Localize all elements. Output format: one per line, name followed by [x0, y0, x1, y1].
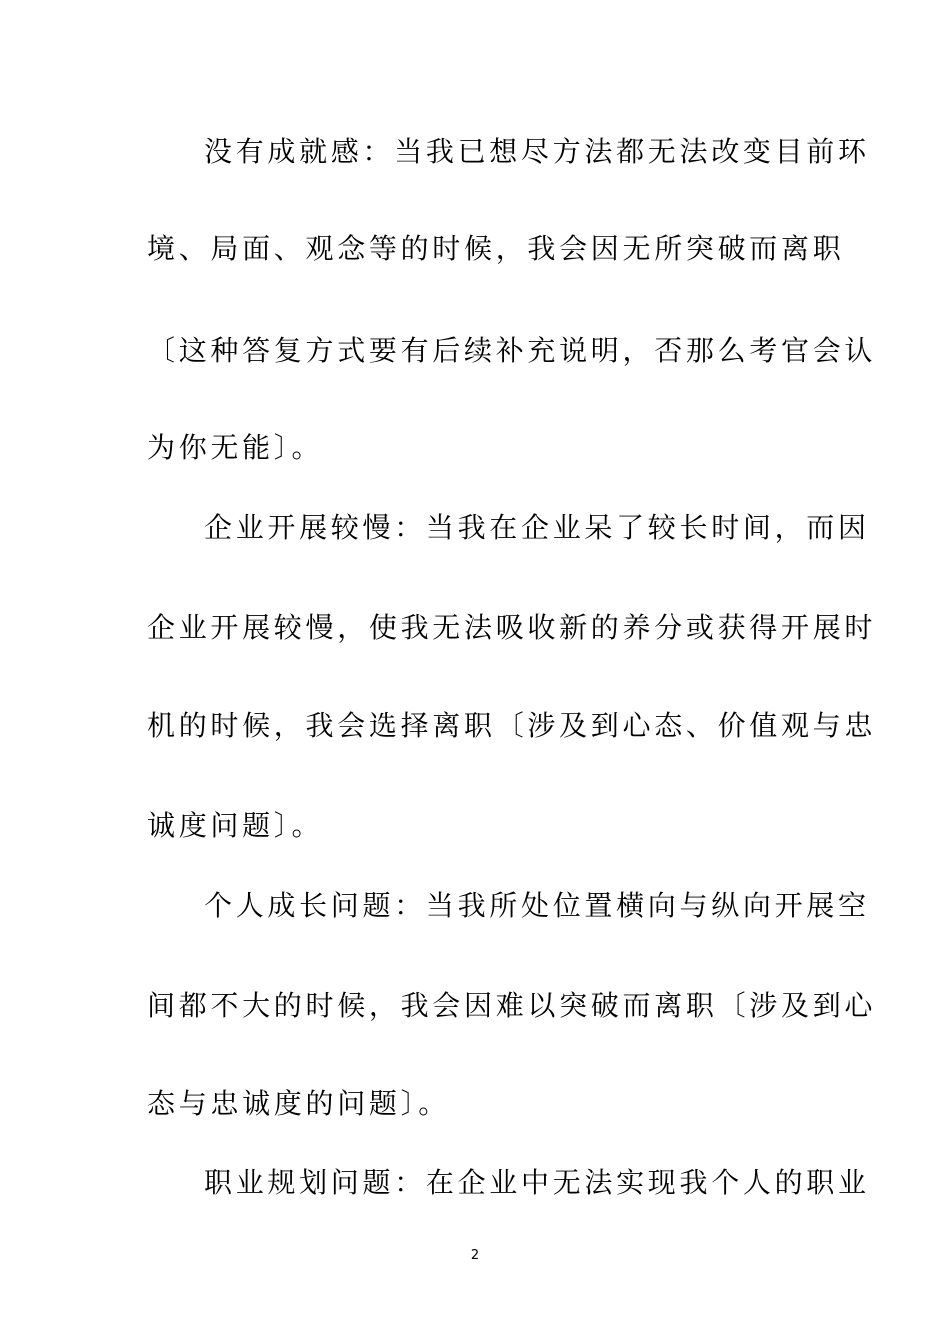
text-line: 企业开展较慢：当我在企业呆了较长时间，而因	[204, 511, 870, 544]
text-line: 没有成就感：当我已想尽方法都无法改变目前环	[204, 135, 870, 168]
text-line: 间都不大的时候，我会因难以突破而离职〔涉及到心	[147, 989, 877, 1022]
text-line: 个人成长问题：当我所处位置横向与纵向开展空	[204, 889, 870, 922]
text-line: 企业开展较慢，使我无法吸收新的养分或获得开展时	[147, 611, 877, 644]
text-line: 〔这种答复方式要有后续补充说明，否那么考官会认	[147, 334, 877, 367]
text-line: 职业规划问题：在企业中无法实现我个人的职业	[204, 1166, 870, 1199]
text-line: 境、局面、观念等的时候，我会因无所突破而离职	[147, 232, 845, 265]
text-line: 态与忠诚度的问题〕。	[147, 1087, 451, 1120]
text-line: 机的时候，我会选择离职〔涉及到心态、价值观与忠	[147, 709, 877, 742]
text-line: 为你无能〕。	[147, 431, 324, 464]
text-line: 诚度问题〕。	[147, 809, 324, 842]
page-number: 2	[470, 1248, 480, 1263]
